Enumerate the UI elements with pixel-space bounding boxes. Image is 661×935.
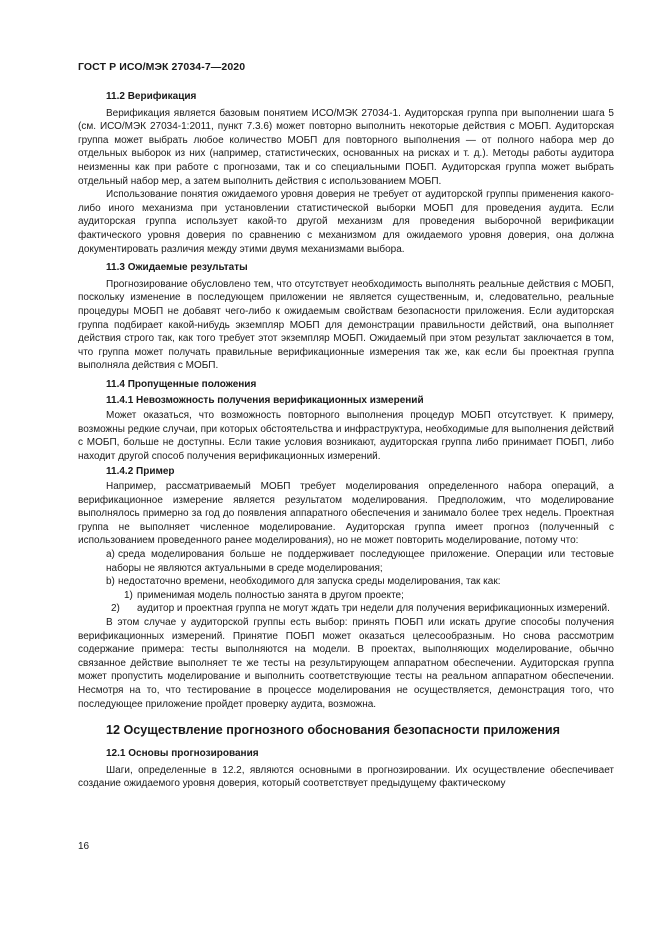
list-item-b1 [78, 589, 614, 603]
paragraph: Может оказаться, что возможность повторного выполнения процедур МОБП отсутствует. К примеру, возможны редкие случаи, при которых обстоятельства и инфраструктура, необходимые для выполнения действий с МОБП, больше не доступны. Если такие условия возникают, аудиторская группа либо принимает ПОБП, либо находит другой способ получения верификационных измерений. [78, 410, 614, 462]
list-item-b [78, 575, 614, 589]
list-item-text: применимая модель полностью занята в другом проекте; [137, 589, 404, 601]
list-item-b2 [78, 602, 614, 616]
list-marker: b) [106, 576, 115, 588]
page-number: 16 [78, 841, 90, 852]
page-content [78, 90, 614, 791]
section-heading-12-1: 12.1 Основы прогнозирования [106, 748, 259, 760]
paragraph: Шаги, определенные в 12.2, являются основными в прогнозировании. Их осуществление обеспечивает создание ожидаемого уровня доверия, который соответствует предыдущему фактическому [78, 764, 614, 790]
paragraph: Например, рассматриваемый МОБП требует моделирования определенного набора операций, а верификационное измерение является результатом моделирования. Предположим, что моделирование выполнялось примерно за год до появления аппаратного обеспечения и занимало более трех недель. Проектная группа не выполняет численное моделирование. Аудиторская группа имеет прогноз (полученный с использованием проведенного ранее моделирования), но не может повторить моделирование, потому что: [78, 481, 614, 547]
list-marker: 2) [111, 603, 120, 615]
subsection-heading-11-4-1: 11.4.1 Невозможность получения верификационных измерений [106, 395, 424, 407]
section-heading-11-3: 11.3 Ожидаемые результаты [106, 262, 248, 274]
subsection-heading-11-4-2: 11.4.2 Пример [106, 466, 175, 478]
list-item-text: недостаточно времени, необходимого для запуска среды моделирования, так как: [118, 576, 501, 588]
list-item-text: аудитор и проектная группа не могут ждать три недели для получения верификационных измерений. [137, 603, 610, 615]
paragraph: Использование понятия ожидаемого уровня доверия не требует от аудиторской группы применения какого-либо иного механизма при установлении статистической выборки МОБП для проведения аудита. Если аудиторская группа использует какой-то другой механизм для проведения выборочной верификации фактического уровня доверия по сравнению с механизмом для ожидаемого уровня доверия, она должна документировать различия между этими двумя механизмами выбора. [78, 189, 614, 255]
paragraph: Верификация является базовым понятием ИСО/МЭК 27034-1. Аудиторская группа при выполнении шага 5 (см. ИСО/МЭК 27034-1:2011, пункт 7.3.6) может повторно выполнить некоторые действия с МОБП. Аудиторская группа может выбрать любое количество МОБП для повторного выполнения — от полного набора мер до отдельных выборок из них (например, статистических, основанных на рисках и т. д.). Методы работы аудитора неизменны как при работе с прогнозами, так и со специальными ПОБП. Аудиторская группа может выбрать отдельный набор мер, а затем выполнить действия с использованием МОБП. [78, 107, 614, 187]
list-marker: 1) [124, 589, 133, 601]
section-heading-11-2: 11.2 Верификация [106, 91, 197, 102]
list-item-a [78, 548, 614, 575]
list-item-text: среда моделирования больше не поддерживает последующее приложение. Операции или тестовые наборы не являются актуальными в среде моделирования; [106, 549, 614, 574]
document-header: ГОСТ Р ИСО/МЭК 27034-7—2020 [78, 61, 246, 73]
section-heading-11-4: 11.4 Пропущенные положения [106, 378, 257, 390]
section-heading-12: 12 Осуществление прогнозного обоснования безопасности приложения [106, 723, 560, 738]
list-marker: a) [106, 549, 115, 560]
paragraph: Прогнозирование обусловлено тем, что отсутствует необходимость выполнять реальные действия с МОБП, поскольку изменение в последующем приложении не является существенным, и, следовательно, реальные процедуры МОБП не добавят чего-либо к ожидаемым свойствам безопасности приложения. Если аудиторская группа подбирает какой-нибудь экземпляр МОБП для демонстрации правильности действий, она выполняет действия строго так, как того требует этот экземпляр МОБП. Ожидаемый при этом результат заключается в том, что группа может получать правильные верификационные измерения так же, как если бы проектная группа выполняла действия с МОБП. [78, 278, 614, 372]
paragraph: В этом случае у аудиторской группы есть выбор: принять ПОБП или искать другие способы получения верификационных измерений. Принятие ПОБП может оказаться целесообразным. Но снова рассмотрим содержание примера: тесты выполняются на модели. В проектах, выполняющих моделирование, обычно связанное действие выполняет те же тесты на результирующем аппаратном обеспечении. Аудиторская группа может пропустить моделирование и выполнить соответствующие тесты на реальном аппаратном обеспечении. Несмотря на то, что тестирование в процессе моделирования не осуществляется, демонстрация того, что последующее приложение пройдет проверку аудита, возможна. [78, 616, 614, 710]
